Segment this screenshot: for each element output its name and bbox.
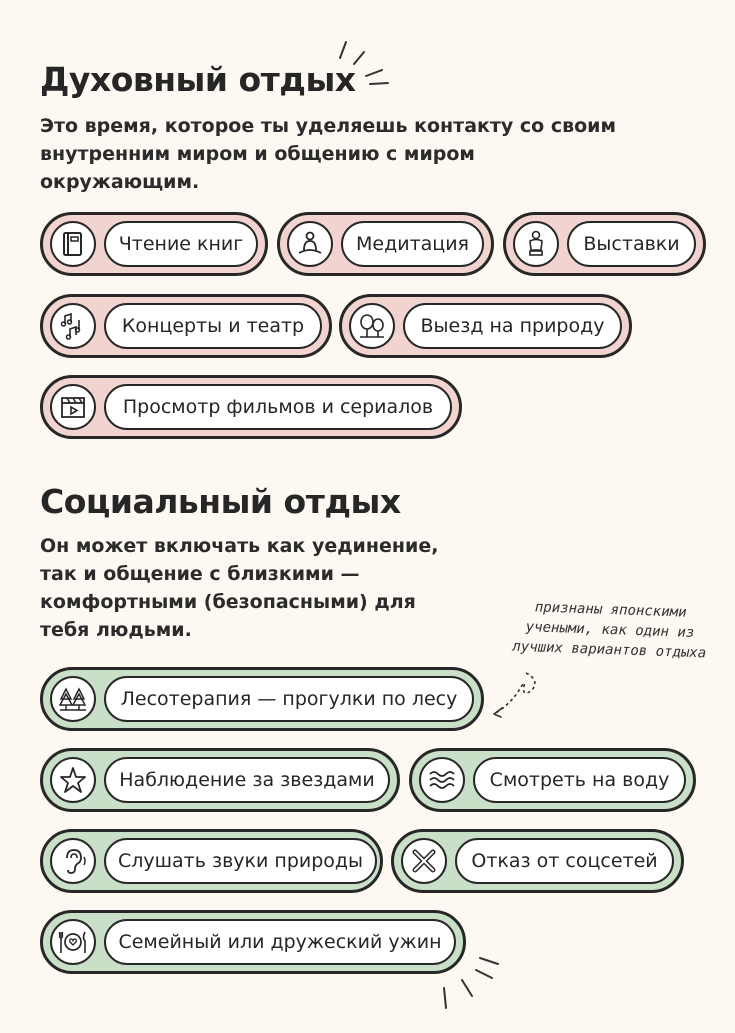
chip-label: Выставки xyxy=(567,221,696,267)
chip-nature-sounds xyxy=(40,829,383,893)
meditation-icon xyxy=(287,221,333,267)
chip-label: Семейный или дружеский ужин xyxy=(104,919,456,965)
spiritual-title: Духовный отдых xyxy=(40,60,356,99)
chip-movies-series xyxy=(40,375,462,439)
social-title: Социальный отдых xyxy=(40,482,401,521)
chip-concerts-theatre xyxy=(40,294,332,358)
book-icon xyxy=(50,221,96,267)
chip-label: Отказ от соцсетей xyxy=(455,838,674,884)
chip-stargazing xyxy=(40,748,400,812)
chip-label: Концерты и театр xyxy=(104,303,322,349)
sparkle-decoration-bottom xyxy=(436,950,506,1012)
chip-label: Чтение книг xyxy=(104,221,258,267)
handwritten-note: признаны японскими учеными, как один из лучших вариантов отдыха xyxy=(512,599,707,662)
chip-reading-books xyxy=(40,212,268,276)
chip-forest-therapy xyxy=(40,667,484,731)
statue-icon xyxy=(513,221,559,267)
clapperboard-icon xyxy=(50,384,96,430)
chip-label: Смотреть на воду xyxy=(473,757,686,803)
chip-exhibitions xyxy=(503,212,706,276)
social-description: Он может включать как уединение, так и общение с близкими — комфортными (безопасными) для тебя людьми. xyxy=(40,535,439,641)
chip-social-media-detox xyxy=(391,829,684,893)
cross-icon xyxy=(401,838,447,884)
chip-family-dinner xyxy=(40,910,466,974)
trees-icon xyxy=(349,303,395,349)
chip-label: Медитация xyxy=(341,221,484,267)
music-notes-icon xyxy=(50,303,96,349)
dinner-plate-icon xyxy=(50,919,96,965)
chip-label: Просмотр фильмов и сериалов xyxy=(104,384,452,430)
chip-meditation xyxy=(277,212,494,276)
chip-label: Слушать звуки природы xyxy=(104,838,377,884)
chip-label: Выезд на природу xyxy=(403,303,622,349)
chip-label: Наблюдение за звездами xyxy=(104,757,390,803)
chip-watch-water xyxy=(409,748,696,812)
spiritual-description: Это время, которое ты уделяешь контакту со своим внутренним миром и общению с миром окружающим. xyxy=(40,115,617,193)
star-icon xyxy=(50,757,96,803)
chip-label: Лесотерапия — прогулки по лесу xyxy=(104,676,474,722)
chip-nature-trip xyxy=(339,294,632,358)
forest-icon xyxy=(50,676,96,722)
dashed-arrow-decoration xyxy=(488,668,548,723)
ear-icon xyxy=(50,838,96,884)
waves-icon xyxy=(419,757,465,803)
